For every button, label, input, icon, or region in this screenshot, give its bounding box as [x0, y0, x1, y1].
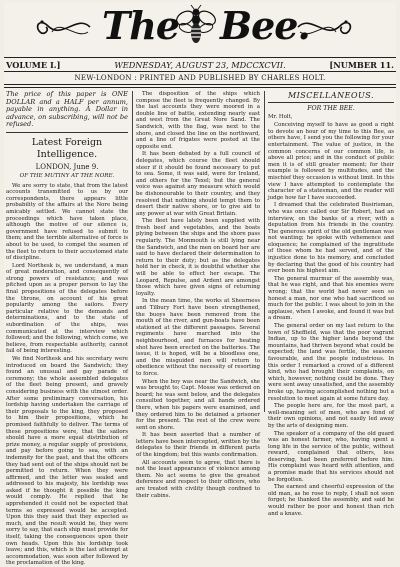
column-divider — [132, 91, 133, 412]
article-paragraph: All accounts seem to agree, that there is not the least appearance of violence among them. No act seems to give the greatest deference and respect to their officers, who are treated with civility though confined to their cabins. — [136, 459, 260, 499]
issue-number: [NUMBER 11. — [329, 60, 394, 70]
article-paragraph: When the boy was near the Sandwich, she was brought to; Capt. Mosse was ordered on board; he was sent below, and the delegates consulted together, and all hands ordered there, when his papers were examined, and they ordered him to be detained a prisoner for the present. The rest of the crew were sent on shore. — [136, 378, 260, 431]
article-paragraph: Conceiving myself to have as good a right to devote an hour of my time to this Bee, as others have, I send you the following for your entertainment. The value of justice, in the common concerns of our common life, is above all price; and in the conduct of public men it is of still greater moment; for their example is followed by multitudes, and the mischief they occasion is without limit. In this view I have attempted to contemplate the character of a statesman, and the reader will judge how far I have succeeded. — [268, 122, 394, 201]
article-paragraph: We find Northesk and his secretary were introduced on board the Sandwich; they found an unusual and gay parade of ceremony; the whole assembled delegates of the fleet being present, and gravely considering business with the utmost order. After some preliminary conversation, his lordship having undertaken the carriage of their proposals to the king, they proposed to him their propositions, which he promised faithfully to deliver. The terms of these propositions were, that the sailors should have a more equal distribution of prize money, a regular supply of provisions, and pay before going to sea, with an indemnity for the past, and that the officers they had sent out of the ships should not be permitted to return. When they were affirmed, and the letter was sealed and addressed to his majesty, his lordship was asked if he thought it possible the king would comply. He replied that he apprehended it could not be expected that terms so expressed would be accepted. Upon this they said that they expected as much, and the result would be, they were sorry to say, that each ship must provide for itself, taking the consequences upon their own heads. Upon this his lordship took leave; and this, which is the last attempt at accommodation, was soon after followed by the proclamation of the king. — [6, 356, 128, 567]
article-paragraph: The fleet have lately been supplied with fresh beef and vegetables, and the boats plying between the ships and the shore pass regularly. The Monmouth is still lying near the Sandwich, and the men on board her are said to have declared their determination to return to their duty; but as the delegates hold her in check, it is doubtful whether she will be able to effect her escape. The Leopard, Repulse, and Ardent are amongst those which have given signs of returning loyalty. — [136, 218, 260, 297]
imprint-line: NEW-LONDON : PRINTED AND PUBLISHED BY CHARLES HOLT. — [74, 74, 326, 82]
article-paragraph: The earnest and cheerful expression of the old man, as he rose to reply, I shall not soon forget; he thanked the assembly, and said he would rather be poor and honest than rich and a knave. — [268, 484, 394, 517]
column-3 — [268, 91, 394, 517]
dateline — [6, 59, 394, 71]
article-paragraph: The disposition of the ships which compose the fleet is frequently changed. By the last accounts they were moored in a double line of battle, extending nearly east and west from the Great Nore Sand. The Sandwich, with the flag, was next to the shore, and closed the line on the northward, and a line of frigates were posted at the opposite end. — [136, 91, 260, 150]
article-subheading: OF THE MUTINY AT THE NORE. — [19, 172, 115, 179]
article-paragraph: In the mean time, the works at Sheerness and Tilbury Fort have been strengthened, the buoys have been removed from the mouth of the river, and gun-boats have been stationed at the different passages. Several regiments have marched into the neighbourhood, and furnaces for heating shot have been erected on the batteries. The issue, it is hoped, will be a bloodless one, and the misguided men will return to obedience without the necessity of resorting to force. — [136, 298, 260, 377]
divider — [4, 71, 396, 72]
ornament-flourish-right-icon — [296, 12, 356, 42]
column-1 — [6, 90, 128, 567]
article-paragraph: Lord Northesk is, we understand, a man of great moderation, and consequently of strong powers of resistance; and was pitched upon as a proper person to lay the final propositions of the delegates before the throne, on account of his great popularity among the sailors. Every particular relative to the demands and determinations, and to the state of subordination of the ships, was communicated at the interview which followed; and the following, which come, we believe, from respectable authority, cannot fail of being interesting. — [6, 262, 128, 355]
newspaper-page — [4, 2, 396, 567]
issue-date: WEDNESDAY, AUGUST 23, MDCCXCVII. — [114, 60, 286, 70]
divider — [4, 87, 396, 88]
article-paragraph: The general murmur of the assembly was, that he was right, and that his enemies were wrong; that the world had never seen so honest a man, nor one who had sacrificed so much for the public. I was about to join in the applause, when I awoke, and found it was but a dream. — [268, 275, 394, 322]
article-paragraph: It has been debated by a full council of delegates, which course the fleet should steer if it should be found necessary to put to sea. Some, it was said, were for Ireland, and others for the Texel; but the general voice was against any measure which would be dishonourable to their country, and they resolved that nothing should tempt them to desert their native shore, or to give aid to any power at war with Great Britain. — [136, 151, 260, 217]
divider — [4, 57, 396, 58]
article-paragraph: The speaker of a company of the old guard was an honest farmer, who, having spent a long life in the service of the public, without reward, complained that others, less deserving, had been preferred before him. His complaint was heard with attention, and a promise made that his services should not be forgotten. — [268, 430, 394, 483]
bee-icon — [176, 4, 216, 46]
dateline-london: LONDON, June 9. — [35, 162, 99, 171]
article-paragraph: We are sorry to state, that from the latest accounts transmitted to us by our correspondents, there appears little probability of the affairs at the Nore being amicably settled. We cannot state the proceedings which have taken place, although the motive of our silence is, government have refused to submit to them; and the terrible alternative of force is about to be used, to compel the seamen of the fleet to return to their accustomed state of discipline. — [6, 182, 128, 262]
ornament-flourish-left-icon — [32, 12, 92, 42]
masthead-title-bee: Bee. — [220, 3, 310, 48]
section-headline: Latest Foreign Intelligence. — [31, 136, 103, 160]
subscription-notice: The price of this paper is ONE DOLLAR and a HALF per annum, payable in anything. A Dollar in advance, on subscribing, will not be refused. — [6, 90, 128, 129]
masthead-title-the: The — [102, 3, 180, 48]
divider — [4, 84, 396, 85]
volume-label: VOLUME I.] — [6, 60, 61, 70]
masthead — [4, 2, 396, 54]
divider — [268, 102, 394, 103]
for-the-bee-heading: FOR THE BEE. — [307, 105, 355, 112]
article-paragraph: I dreamed that the celebrated Busirisman, who was once called our Sir Robert, had an interview, on the banks of a river, with a deputation from his friends in the country. The generous spirit of the old gentleman was not wanting; he spoke with vehemence and eloquence; he complained of the ingratitude of those whom he had served, and of the injustice done to his memory, and concluded by declaring that the good of his country had ever been his highest aim. — [268, 202, 394, 275]
column-divider — [264, 91, 265, 412]
divider — [6, 132, 128, 133]
article-paragraph: The general order on my last return to the town of Sheffield, was that the poor vagrant Indian, up to the higher lands beyond the mountains, had thriven beyond what could be expected; the land was fertile, the seasons favourable, and the people industrious. In this order I remarked a crowd of a different kind, who had brought their complaints, on which, however, nothing could be done. They were sent away unsatisfied, and the assembly broke up, having accomplished nothing but a resolution to meet again at some future day. — [268, 323, 394, 402]
salutation: Mr. Holt, — [268, 113, 293, 120]
column-2 — [136, 91, 260, 499]
section-heading-miscellaneous: MISCELLANEOUS. — [287, 91, 375, 100]
article-paragraph: The people here are, for the most part, a well-meaning set of men, who are fond of their own opinions, and not easily led away by the arts of designing men. — [268, 403, 394, 429]
article-paragraph: It has been asserted that a number of letters have been intercepted, written by the delegates to their friends in different parts of the kingdom; but this wants confirmation. — [136, 432, 260, 459]
